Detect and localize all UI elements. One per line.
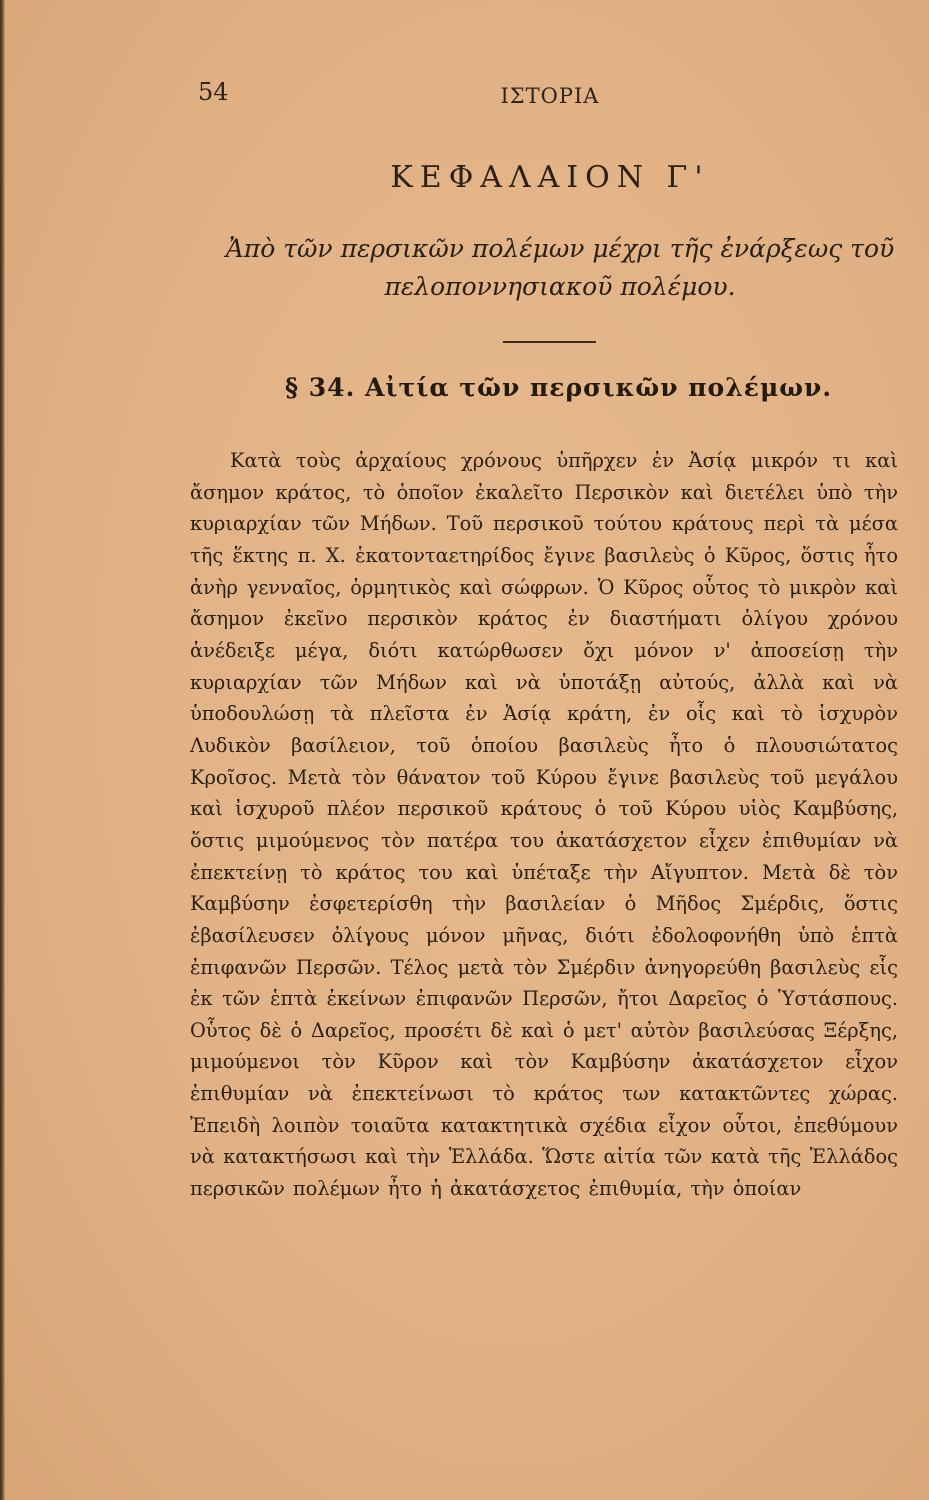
page-number: 54 — [198, 78, 229, 106]
body-paragraph: Κατὰ τοὺς ἀρχαίους χρόνους ὑπῆρχεν ἐν Ἀσίᾳ μικρόν τι καὶ ἄσημον κράτος, τὸ ὁποῖον ἐκαλεῖτο Περσικὸν καὶ διετέλει ὑπὸ τὴν κυριαρχίαν τῶν Μήδων. Τοῦ περσικοῦ τούτου κράτους περὶ τὰ μέσα τῆς ἕκτης π. Χ. ἑκατονταετηρίδος ἔγινε βασιλεὺς ὁ Κῦρος, ὅστις ἦτο ἀνὴρ γενναῖος, ὁρμητικὸς καὶ σώφρων. Ὁ Κῦρος οὗτος τὸ μικρὸν καὶ ἄσημον ἐκεῖνο περσικὸν κράτος ἐν διαστήματι ὀλίγου χρόνου ἀνέδειξε μέγα, διότι κατώρθωσεν ὄχι μόνον ν' ἀποσείσῃ τὴν κυριαρχίαν τῶν Μήδων καὶ νὰ ὑποτάξῃ αὐτούς, ἀλλὰ καὶ νὰ ὑποδουλώσῃ τὰ πλεῖστα ἐν Ἀσίᾳ κράτη, ἐν οἷς καὶ τὸ ἰσχυρὸν Λυδικὸν βασίλειον, τοῦ ὁποίου βασιλεὺς ἦτο ὁ πλουσιώτατος Κροῖσος. Μετὰ τὸν θάνατον τοῦ Κύρου ἔγινε βασιλεὺς τοῦ μεγάλου καὶ ἰσχυροῦ πλέον περσικοῦ κράτους ὁ τοῦ Κύρου υἱὸς Καμβύσης, ὅστις μιμούμενος τὸν πατέρα του ἀκατάσχετον εἶχεν ἐπιθυμίαν νὰ ἐπεκτείνῃ τὸ κράτος του καὶ ὑπέταξε τὴν Αἴγυπτον. Μετὰ δὲ τὸν Καμβύσην ἐσφετερίσθη τὴν βασιλείαν ὁ Μῆδος Σμέρδις, ὅστις ἐβασίλευσεν ὀλίγους μόνον μῆνας, διότι ἐδολοφονήθη ὑπὸ ἑπτὰ ἐπιφανῶν Περσῶν. Τέλος μετὰ τὸν Σμέρδιν ἀνηγορεύθη βασιλεὺς εἷς ἐκ τῶν ἑπτὰ ἐκείνων ἐπιφανῶν Περσῶν, ἤτοι Δαρεῖος ὁ Ὑστάσπους. Οὗτος δὲ ὁ Δαρεῖος, προσέτι δὲ καὶ ὁ μετ' αὐτὸν βασιλεύσας Ξέρξης, μιμούμενοι τὸν Κῦρον καὶ τὸν Καμβύσην ἀκατάσχετον εἶχον ἐπιθυμίαν νὰ ἐπεκτείνωσι τὸ κράτος των κατακτῶντες χώρας. Ἐπειδὴ λοιπὸν τοιαῦτα κατακτητικὰ σχέδια εἶχον οὗτοι, ἐπεθύμουν νὰ κατακτήσωσι καὶ τὴν Ἑλλάδα. Ὥστε αἰτία τῶν κατὰ τῆς Ἑλλάδος περσικῶν πολέμων ἦτο ἡ ἀκατάσχετος ἐπιθυμία, τὴν ὁποίαν — [190, 449, 898, 1201]
section-heading: § 34. Αἰτία τῶν περσικῶν πολέμων. — [285, 373, 833, 402]
running-head: ΙΣΤΟΡΙΑ — [500, 84, 600, 108]
page-edge-shadow — [0, 0, 5, 1500]
chapter-subtitle: Ἀπὸ τῶν περσικῶν πολέμων μέχρι τῆς ἐνάρξεως τοῦ πελοποννησιακοῦ πολέμου. — [225, 234, 895, 301]
chapter-title: ΚΕΦΑΛΑΙΟΝ Γ' — [390, 160, 710, 195]
divider-rule — [503, 341, 596, 343]
